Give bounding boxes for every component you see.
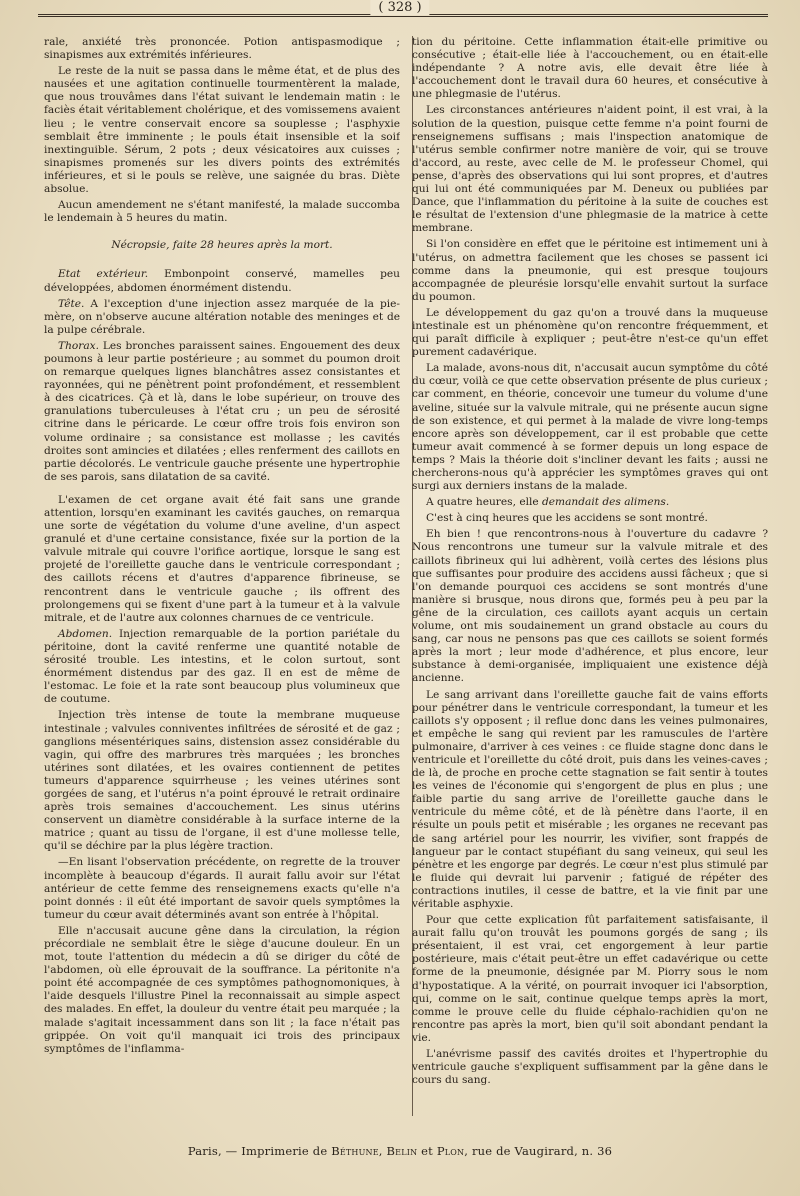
text-columns	[44, 36, 768, 1126]
paragraph	[44, 298, 400, 337]
paragraph	[44, 628, 400, 707]
imprint-footer	[0, 1144, 800, 1158]
paragraph	[412, 689, 768, 912]
paragraph	[44, 340, 400, 484]
page-number: ( 328 )	[370, 0, 429, 15]
paragraph	[44, 494, 400, 625]
paragraph-text: Les bronches paraissent saines. Engouement des deux poumons à leur partie postérieure ; au sommet du poumon droit on remarque quelques lignes blanchâtres assez consistantes et rayonnées, qui ne pénètrent point profondément, et ressemblent à des cicatrices. Çà et là, dans le lobe supérieur, on trouve des granulations tuberculeuses à l'état cru ; un peu de sérosité citrine dans le péricarde. Le cœur offre trois fois environ son volume ordinaire ; sa consistance est mollasse ; les cavités droites sont amincies et dilatées ; elles renferment des caillots en partie décolorés. Le ventricule gauche présente une hypertrophie de ses parois, sans dilatation de sa cavité.	[44, 339, 400, 483]
printer-name-1: Béthune	[331, 1144, 379, 1158]
imprint-address: , rue de Vaugirard, n. 36	[464, 1144, 613, 1158]
paragraph-text: Embonpoint conservé, mamelles peu développées, abdomen énormément distendu.	[44, 268, 400, 294]
paragraph	[412, 307, 768, 359]
paragraph-text: A quatre heures, elle	[426, 496, 542, 509]
paragraph-heading: Etat extérieur.	[58, 268, 149, 281]
page-header	[0, 0, 800, 24]
paragraph	[44, 36, 400, 62]
paragraph	[412, 36, 768, 101]
imprint-mid: et	[417, 1144, 437, 1158]
paragraph-text: C'est à cinq heures que les accidens se sont montré.	[426, 512, 708, 525]
paragraph-text: rale, anxiété très prononcée. Potion antispasmodique ; sinapismes aux extrémités inférieures.	[44, 36, 400, 62]
paragraph-heading: Nécropsie, faite 28 heures après la mort.	[111, 239, 333, 252]
paragraph-heading: Tête.	[58, 297, 85, 310]
paragraph-text: L'anévrisme passif des cavités droites et l'hypertrophie du ventricule gauche s'expliquent suffisamment par la gêne dans le cours du sang.	[412, 1048, 768, 1087]
paragraph	[412, 512, 768, 525]
paragraph	[412, 914, 768, 1045]
printer-name-2: Belin	[386, 1144, 418, 1158]
paragraph-text: Elle n'accusait aucune gêne dans la circulation, la région précordiale ne semblait être le siège d'aucune douleur. En un mot, toute l'attention du médecin a dû se diriger du côté de l'abdomen, où elle éprouvait de la souffrance. La péritonite n'a point été accompagnée de ces symptômes pathognomoniques, à l'aide desquels l'illustre Pinel la reconnaissait au simple aspect des malades. En effet, la douleur du ventre était peu marquée ; la malade s'agitait incessamment dans son lit ; la face n'était pas grippée. On voit qu'il manquait ici trois des principaux symptômes de l'inflamma-	[44, 924, 400, 1055]
paragraph-text: Le sang arrivant dans l'oreillette gauche fait de vains efforts pour pénétrer dans le ventricule correspondant, la tumeur et les caillots s'y opposent ; il reflue donc dans les veines pulmonaires, et empêche le sang qui revient par les ramuscules de l'artère pulmonaire, d'arriver à ces veines : ce fluide stagne donc dans le ventricule et l'oreillette du côté droit, puis dans les veines-caves ; de là, de proche en proche cette stagnation se fait sentir à toutes les veines de l'économie qui s'engorgent de plus en plus ; une faible partie du sang arrive de l'oreillette gauche dans le ventricule du même côté, et de là pénètre dans l'aorte, il en résulte un pouls petit et misérable ; les organes ne recevant pas de sang artériel pour les nourrir, les vivifier, sont frappés de langueur par le contact stupéfiant du sang veineux, qui seul les pénètre et les engorge par degrés. Le cœur n'est plus stimulé par le fluide qui devrait lui parvenir ; fatigué de répéter des contractions inutiles, il cesse de battre, et la vie finit par une véritable asphyxie.	[412, 688, 768, 910]
paragraph	[412, 104, 768, 235]
paragraph	[44, 239, 400, 252]
right-column	[412, 36, 768, 1126]
paragraph-text: Aucun amendement ne s'étant manifesté, la malade succomba le lendemain à 5 heures du matin.	[44, 199, 400, 225]
paragraph	[412, 362, 768, 493]
paragraph-text: Le reste de la nuit se passa dans le même état, et de plus des nausées et une agitation continuelle tourmentèrent la malade, que nous trouvâmes dans l'état suivant le lendemain matin : le faciès était véritablement cholérique, et des vomissemens avaient lieu ; le ventre conservait encore sa souplesse ; l'asphyxie semblait être imminente ; le pouls était insensible et la soif inextinguible. Sérum, 2 pots ; deux vésicatoires aux cuisses ; sinapismes promenés sur les divers points des extrémités inférieures, et si le pouls se relève, une saignée du bras. Diète absolue.	[44, 65, 400, 196]
paragraph	[44, 199, 400, 225]
paragraph-text: Eh bien ! que rencontrons-nous à l'ouverture du cadavre ? Nous rencontrons une tumeur sur la valvule mitrale et des caillots fibrineux qui lui adhèrent, voilà certes des lésions plus que suffisantes pour produire des accidens aussi fâcheux ; que si l'on demande pourquoi ces accidens se sont montrés d'une manière si brusque, nous dirons que, formés peu à peu par la gêne de la circulation, ces caillots ayant acquis un certain volume, ont mis soudainement un grand obstacle au cours du sang, car nous ne pensons pas que ces caillots se soient formés après la mort ; leur mode d'adhérence, et plus encore, leur substance à demi-organisée, impliquaient une existence déjà ancienne.	[412, 528, 768, 685]
paragraph-text: L'examen de cet organe avait été fait sans une grande attention, lorsqu'en examinant les cavités gauches, on remarqua une sorte de végétation du volume d'une aveline, d'un aspect granulé et d'une certaine consistance, fixée sur la portion de la valvule mitrale qui couvre l'orifice aortique, lorsque le sang est projeté de l'oreillette gauche dans le ventricule correspondant ; des caillots récens et d'autres d'apparence fibrineuse, se rencontrent dans le ventricule gauche ; ils offrent des prolongemens qui se fixent d'une part à la tumeur et à la valvule mitrale, et de l'autre aux colonnes charnues de ce ventricule.	[44, 493, 400, 624]
paragraph	[412, 496, 768, 509]
paragraph-text: Injection très intense de toute la membrane muqueuse intestinale ; valvules conniventes infiltrées de sérosité et de gaz ; ganglions mésentériques sains, distension assez considérable du vagin, qui offre des marbrures très marquées ; les bronches utérines sont dilatées, et les ovaires contiennent de petites tumeurs d'apparence squirrheuse ; les veines utérines sont gorgées de sang, et l'utérus n'a point éprouvé le retrait ordinaire après trois semaines d'accouchement. Les sinus utérins conservent un diamètre considérable à la surface interne de la matrice ; quant au tissu de l'organe, il est d'une mollesse telle, qu'il se déchire par la plus légère traction.	[44, 709, 400, 853]
paragraph-emphasis: demandait des alimens.	[542, 496, 670, 509]
paragraph-heading: Thorax.	[58, 339, 99, 352]
paragraph-text: tion du péritoine. Cette inflammation était-elle primitive ou consécutive ; était-elle liée à l'accouchement, ou en était-elle indépendante ? A notre avis, elle devait être liée à l'accouchement dont le travail dura 60 heures, et consécutive à une phlegmasie de l'utérus.	[412, 36, 768, 101]
paragraph-text: Si l'on considère en effet que le péritoine est intimement uni à l'utérus, on admettra facilement que les choses se passent ici comme dans la pneumonie, qui est presque toujours accompagnée de pleurésie lorsqu'elle envahit surtout la surface du poumon.	[412, 238, 768, 303]
imprint-prefix: Paris, — Imprimerie de	[187, 1144, 332, 1158]
paragraph-heading: Abdomen.	[58, 627, 113, 640]
paragraph	[412, 528, 768, 685]
paragraph-text: La malade, avons-nous dit, n'accusait aucun symptôme du côté du cœur, voilà ce que cette observation présente de plus curieux ; car comment, en théorie, concevoir une tumeur du volume d'une aveline, située sur la valvule mitrale, qui ne présente aucun signe de son existence, et qui permet à la malade de vivre long-temps encore après son développement, car il est probable que cette tumeur avait commencé à se former depuis un long espace de temps ? Mais la théorie doit s'incliner devant les faits ; aussi ne chercherons-nous qu'à apprécier les symptômes graves qui ont surgi aux derniers instans de la malade.	[412, 362, 768, 493]
paragraph-text: A l'exception d'une injection assez marquée de la pie-mère, on n'observe aucune altération notable des meninges et de la pulpe cérébrale.	[44, 297, 400, 336]
paragraph	[44, 856, 400, 921]
paragraph	[44, 65, 400, 196]
paragraph-text: Injection remarquable de la portion pariétale du péritoine, dont la cavité renferme une quantité notable de sérosité trouble. Les intestins, et le colon surtout, sont énormément distendus par des gaz. Il en est de même de l'estomac. Le foie et la rate sont beaucoup plus volumineux que de coutume.	[44, 627, 400, 706]
paragraph-text: Le développement du gaz qu'on a trouvé dans la muqueuse intestinale est un phénomène qu'on rencontre fréquemment, et qui paraît difficile à expliquer ; peut-être n'est-ce qu'un effet purement cadavérique.	[412, 306, 768, 359]
imprint-sep: ,	[378, 1144, 387, 1158]
paragraph	[412, 1048, 768, 1087]
paragraph-text: —En lisant l'observation précédente, on regrette de la trouver incomplète à beaucoup d'égards. Il aurait fallu avoir sur l'état antérieur de cette femme des renseignemens exacts qu'elle n'a point donnés : il eût été important de savoir quels symptômes la tumeur du cœur avait déterminés avant son entrée à l'hôpital.	[44, 856, 400, 921]
paragraph	[44, 268, 400, 294]
printer-name-3: Plon	[436, 1144, 465, 1158]
left-column	[44, 36, 400, 1126]
paragraph	[44, 709, 400, 853]
paragraph-text: Les circonstances antérieures n'aident point, il est vrai, à la solution de la question, puisque cette femme n'a point fourni de renseignemens suffisans ; mais l'inspection anatomique de l'utérus semble confirmer notre manière de voir, qui se trouve d'accord, au reste, avec celle de M. le professeur Chomel, qui pense, d'après des observations qui lui sont propres, et d'autres qui lui ont été communiquées par M. Deneux ou publiées par Dance, que l'inflammation du péritoine à la suite de couches est le résultat de l'extension d'une phlegmasie de la matrice à cette membrane.	[412, 104, 768, 235]
paragraph	[412, 238, 768, 303]
paragraph	[44, 925, 400, 1056]
paragraph-text: Pour que cette explication fût parfaitement satisfaisante, il aurait fallu qu'on trouvât les poumons gorgés de sang ; ils présentaient, il est vrai, cet engorgement à leur partie postérieure, mais c'était peut-être un effet cadavérique ou cette forme de la pneumonie, désignée par M. Piorry sous le nom d'hypostatique. A la vérité, on pourrait invoquer ici l'absorption, qui, comme on le sait, continue quelque temps après la mort, comme le prouve celle du fluide céphalo-rachidien qu'on ne rencontre pas après la mort, bien qu'il soit abondant pendant la vie.	[412, 914, 768, 1044]
